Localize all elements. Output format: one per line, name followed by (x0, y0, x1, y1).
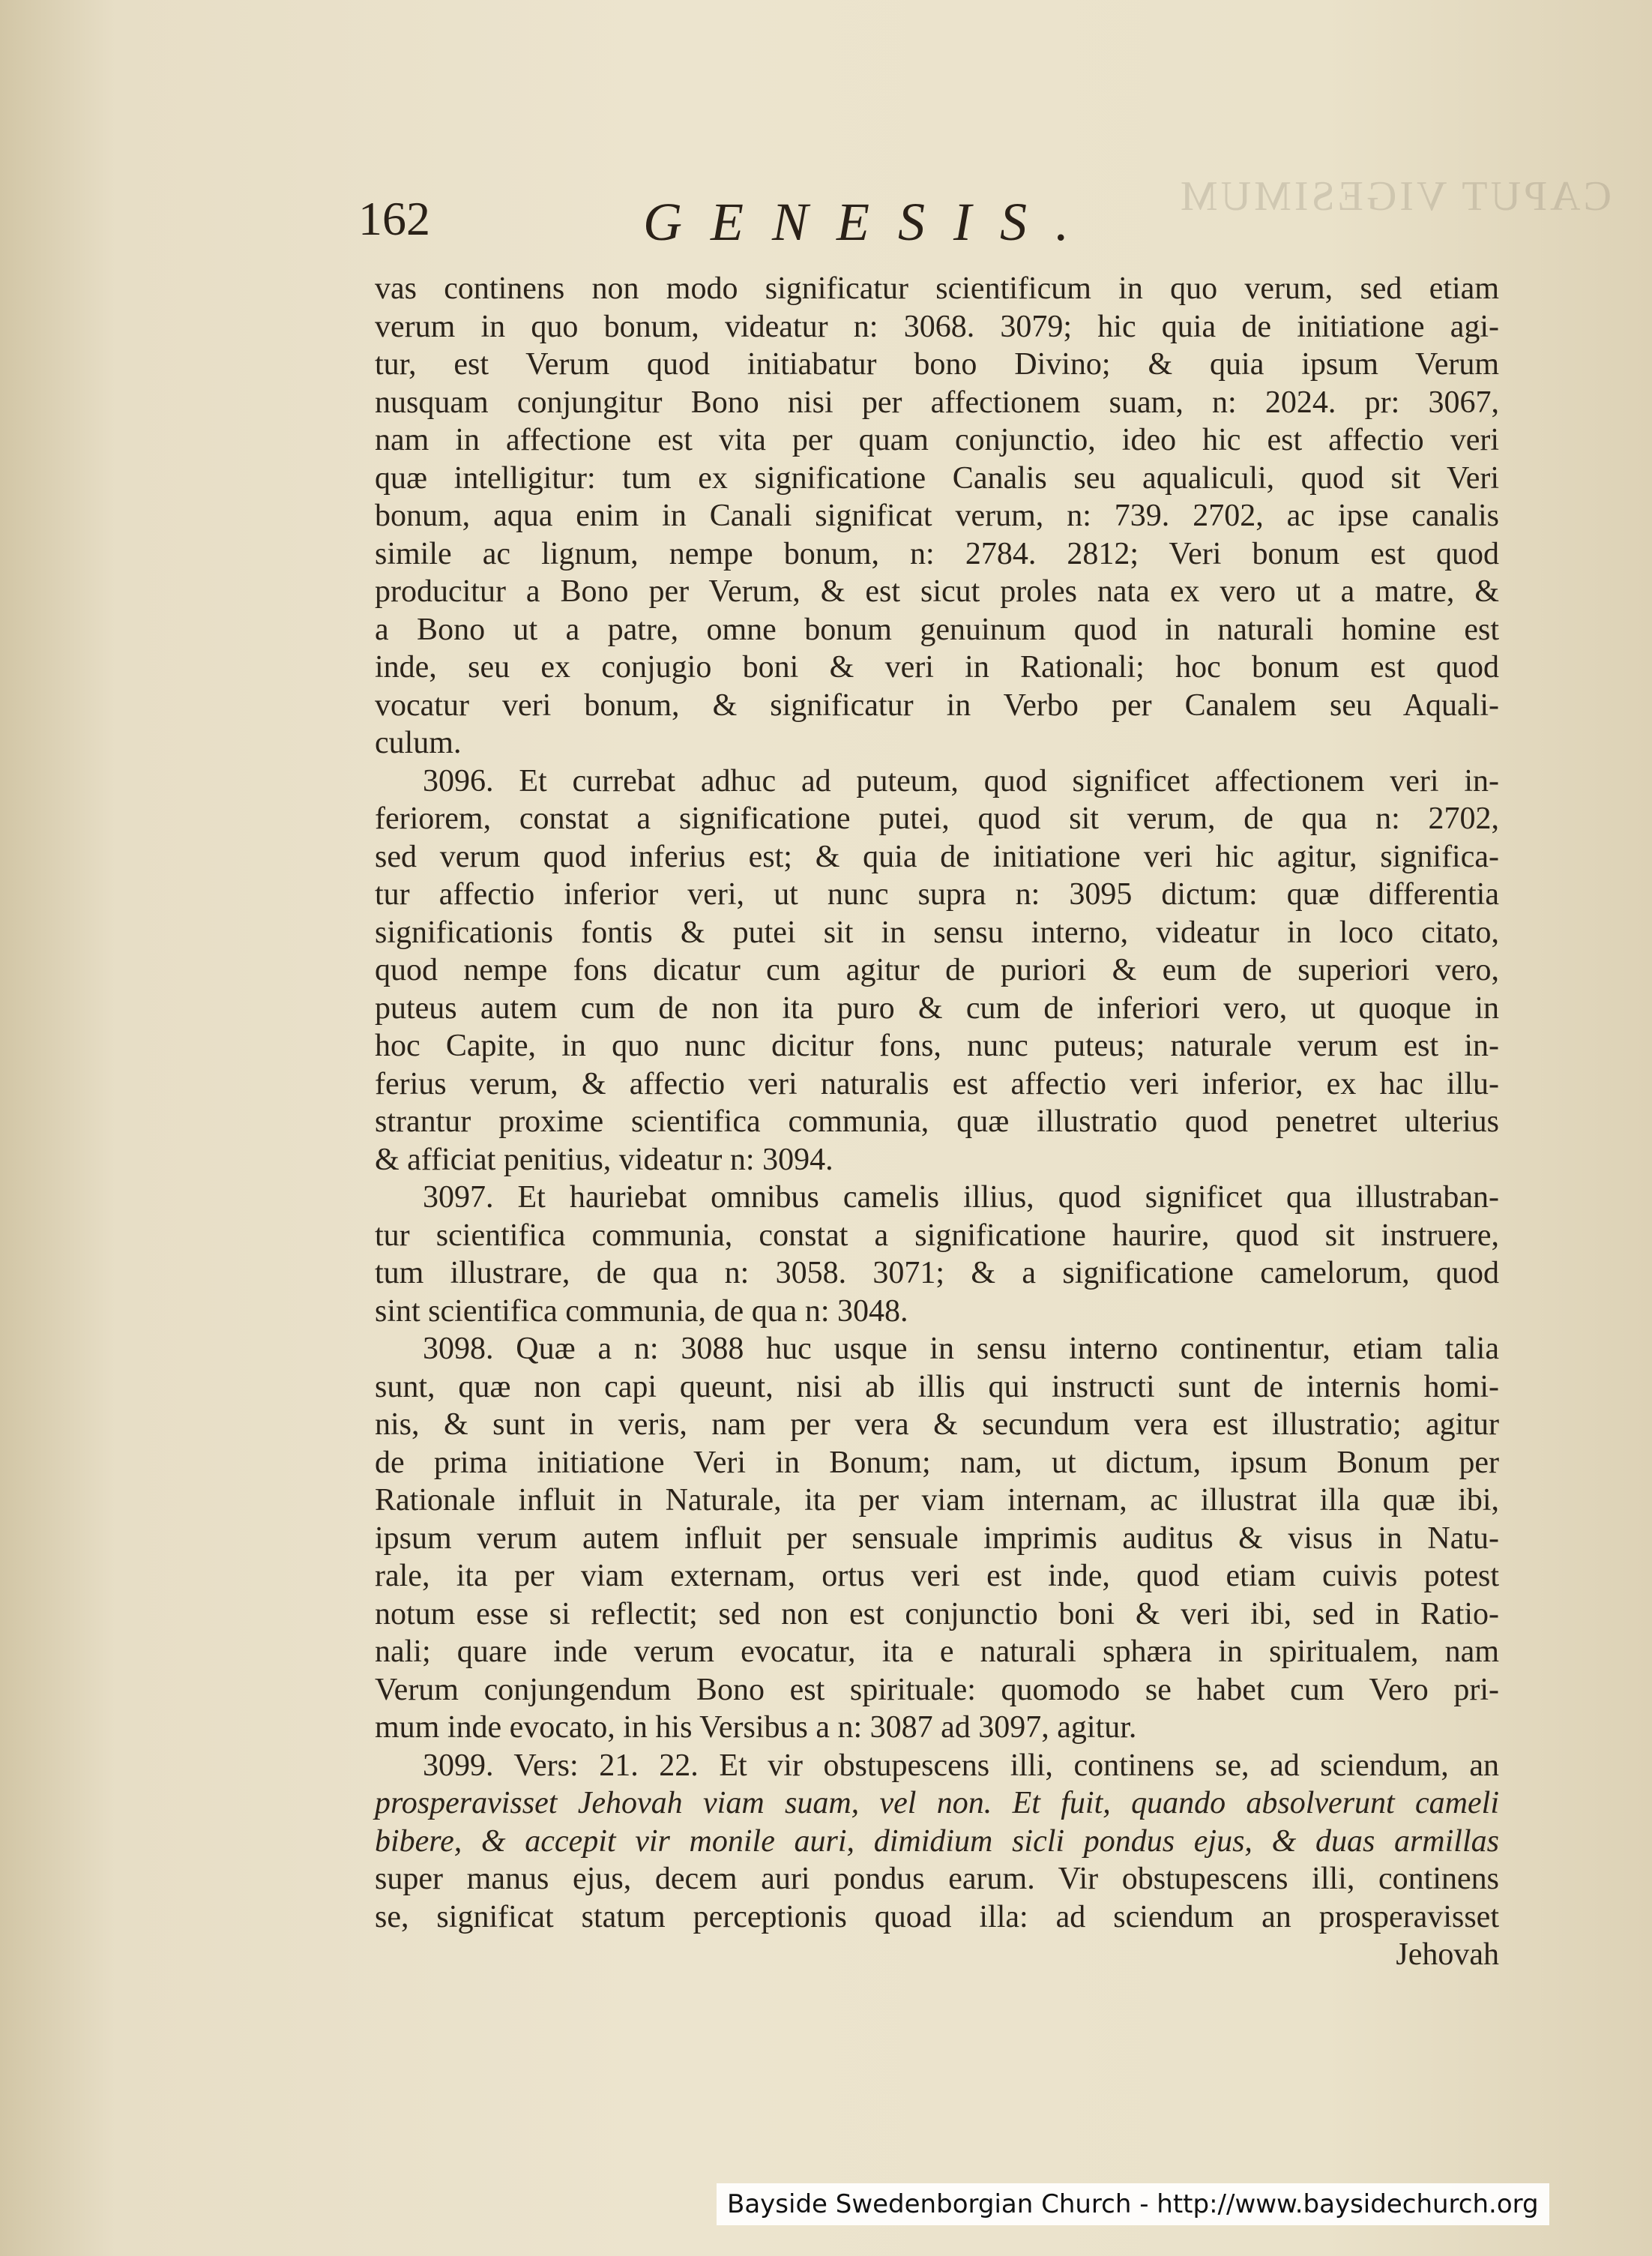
text-line: 3098. Quæ a n: 3088 huc usque in sensu interno continentur, etiam talia (423, 1332, 1499, 1366)
text-line: verum in quo bonum, videatur n: 3068. 3079; hic quia de initiatione agi- (375, 309, 1499, 344)
paragraph-3096 (375, 762, 1499, 1179)
text-line: tum illustrare, de qua n: 3058. 3071; & a significatione camelorum, quod (375, 1256, 1499, 1290)
paragraph-3097 (375, 1179, 1499, 1330)
text-line: puteus autem cum de non ita puro & cum de inferiori vero, ut quoque in (375, 990, 1499, 1026)
text-line: producitur a Bono per Verum, & est sicut proles nata ex vero ut a matre, & (375, 574, 1499, 609)
text-line: ipsum verum autem influit per sensuale imprimis auditus & visus in Natu- (375, 1520, 1499, 1556)
text-line: vocatur veri bonum, & significatur in Verbo per Canalem seu Aquali- (375, 688, 1499, 723)
text-line: hoc Capite, in quo nunc dicitur fons, nunc puteus; naturale verum est in- (375, 1029, 1499, 1063)
text-line: tur affectio inferior veri, ut nunc supra n: 3095 dictum: quæ differentia (375, 877, 1499, 912)
text-line: sed verum quod inferius est; & quia de initiatione veri hic agitur, significa- (375, 839, 1499, 874)
text-line: inde, seu ex conjugio boni & veri in Rationali; hoc bonum est quod (375, 650, 1499, 685)
text-line: 3099. Vers: 21. 22. Et vir obstupescens illi, continens se, ad sciendum, an (423, 1748, 1499, 1783)
text-line: nali; quare inde verum evocatur, ita e naturali sphæra in spiritualem, nam (375, 1634, 1499, 1669)
text-line: 3096. Et currebat adhuc ad puteum, quod significet affectionem veri in- (423, 763, 1499, 798)
text-line: culum. (375, 726, 462, 760)
text-line: a Bono ut a patre, omne bonum genuinum quod in naturali homine est (375, 612, 1499, 647)
text-line: vas continens non modo significatur scientificum in quo verum, sed etiam (375, 271, 1499, 306)
text-line: 3097. Et hauriebat omnibus camelis illius, quod significet qua illustraban- (423, 1180, 1499, 1215)
text-line: Rationale influit in Naturale, ita per viam internam, ac illustrat illa quæ ibi, (375, 1483, 1499, 1517)
text-line: nusquam conjungitur Bono nisi per affectionem suam, n: 2024. pr: 3067, (375, 385, 1499, 420)
page-number: 162 (358, 192, 430, 245)
text-line: mum inde evocato, in his Versibus a n: 3087 ad 3097, agitur. (375, 1710, 1137, 1745)
text-line: quod nempe fons dicatur cum agitur de puriori & eum de superiori vero, (375, 953, 1499, 987)
text-line: sunt, quæ non capi queunt, nisi ab illis qui instructi sunt de internis homi- (375, 1369, 1499, 1404)
text-line: feriorem, constat a significatione putei, quod sit verum, de qua n: 2702, (375, 801, 1499, 836)
paragraph (375, 270, 1499, 762)
catchword: Jehovah (1396, 1937, 1499, 1972)
text-line: strantur proxime scientifica communia, quæ illustratio quod penetret ulterius (375, 1104, 1499, 1139)
text-line: notum esse si reflectit; sed non est conjunctio boni & veri ibi, sed in Ratio- (375, 1596, 1499, 1631)
credit-watermark: Bayside Swedenborgian Church - http://www.baysidechurch.org (717, 2183, 1549, 2225)
text-line: rale, ita per viam externam, ortus veri est inde, quod etiam cuivis potest (375, 1559, 1499, 1593)
body-text (375, 270, 1499, 1974)
paragraph-3099 (375, 1747, 1499, 1974)
text-line: ferius verum, & affectio veri naturalis est affectio veri inferior, ex hac illu- (375, 1066, 1499, 1101)
text-line: se, significat statum perceptionis quoad illa: ad sciendum an prosperavisset (375, 1899, 1499, 1934)
text-line: prosperavisset Jehovah viam suam, vel non. Et fuit, quando absolverunt cameli (375, 1786, 1499, 1820)
text-line: significationis fontis & putei sit in sensu interno, videatur in loco citato, (375, 915, 1499, 950)
bleed-through-text: CAPUT VIGESIMUM (1177, 173, 1612, 220)
text-line: bibere, & accepit vir monile auri, dimidium sicli pondus ejus, & duas armillas (375, 1823, 1499, 1859)
text-line: nis, & sunt in veris, nam per vera & secundum vera est illustratio; agitur (375, 1407, 1499, 1442)
text-line: tur scientifica communia, constat a significatione haurire, quod sit instruere, (375, 1218, 1499, 1253)
running-head: GENESIS. (643, 192, 1097, 252)
paragraph-3098 (375, 1330, 1499, 1747)
text-line: tur, est Verum quod initiabatur bono Divino; & quia ipsum Verum (375, 347, 1499, 382)
text-line: bonum, aqua enim in Canali significat verum, n: 739. 2702, ac ipse canalis (375, 499, 1499, 533)
text-line: de prima initiatione Veri in Bonum; nam, ut dictum, ipsum Bonum per (375, 1445, 1499, 1480)
page-header (358, 191, 1513, 251)
text-line: sint scientifica communia, de qua n: 3048. (375, 1293, 908, 1329)
text-line: simile ac lignum, nempe bonum, n: 2784. 2812; Veri bonum est quod (375, 536, 1499, 571)
text-line: super manus ejus, decem auri pondus earum. Vir obstupescens illi, continens (375, 1862, 1499, 1896)
text-line: nam in affectione est vita per quam conjunctio, ideo hic est affectio veri (375, 423, 1499, 457)
text-line: Verum conjungendum Bono est spirituale: quomodo se habet cum Vero pri- (375, 1672, 1499, 1707)
text-line: & afficiat penitius, videatur n: 3094. (375, 1142, 833, 1177)
text-line: quæ intelligitur: tum ex significatione Canalis seu aqualiculi, quod sit Veri (375, 460, 1499, 496)
